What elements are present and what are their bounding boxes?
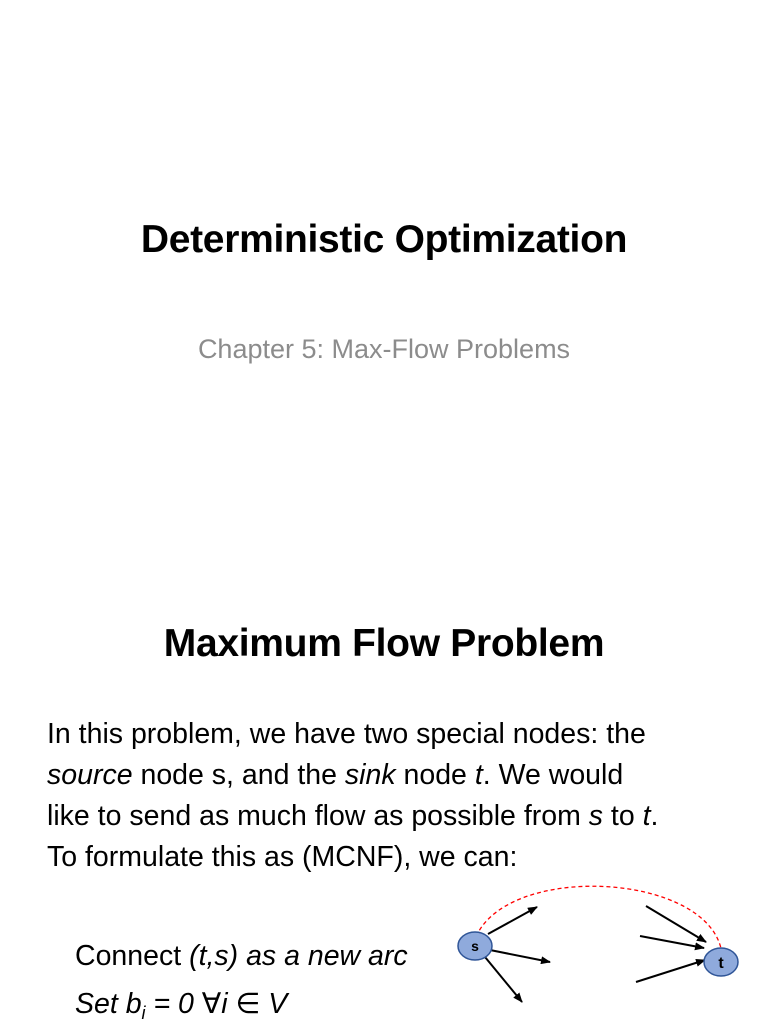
body-text-span: . [650,800,659,832]
body-text-span: node s, and the [132,759,345,791]
content-slide [0,576,768,1024]
body-text-span: to [603,800,643,832]
arc-s-out-3 [485,957,522,1002]
body-italic-span: sink [344,759,396,791]
slide-subtitle: Chapter 5: Max-Flow Problems [197,334,571,364]
node-s-label: s [471,938,479,954]
arc-t-in-2 [640,936,704,948]
slide-title: Deterministic Optimization [140,218,628,261]
body-italic-span: t [474,759,483,791]
body-line [47,714,737,755]
subscript-i: i [141,1003,146,1023]
slide-title: Maximum Flow Problem [163,622,605,665]
body-text-span: In this problem, we have two special nodes: the [47,718,646,750]
network-diagram [440,866,760,1024]
step-italic-text: (t,s) as a new arc [189,940,408,972]
body-text [47,714,737,878]
body-italic-span: source [47,759,133,791]
step-list [75,932,408,1028]
body-italic-span: s [588,800,603,832]
step-item [75,980,408,1028]
body-italic-span: t [642,800,651,832]
node-t-label: t [718,955,724,972]
step-text: Connect [75,940,190,972]
body-text-span: node [395,759,475,791]
arc-s-out-2 [490,950,550,962]
body-line [47,796,737,837]
step-italic-text: = 0 ∀i ∈ V [145,988,288,1020]
arc-t-in-1 [646,906,706,942]
step-italic-text: Set b [75,988,142,1020]
arc-t-in-3 [636,960,705,982]
step-item [75,932,408,980]
body-text-span: . We would [482,759,624,791]
body-line [47,755,737,796]
body-text-span: like to send as much flow as possible from [47,800,589,832]
body-text-span: To formulate this as (MCNF), we can: [47,841,518,873]
arc-s-out-1 [488,907,537,934]
